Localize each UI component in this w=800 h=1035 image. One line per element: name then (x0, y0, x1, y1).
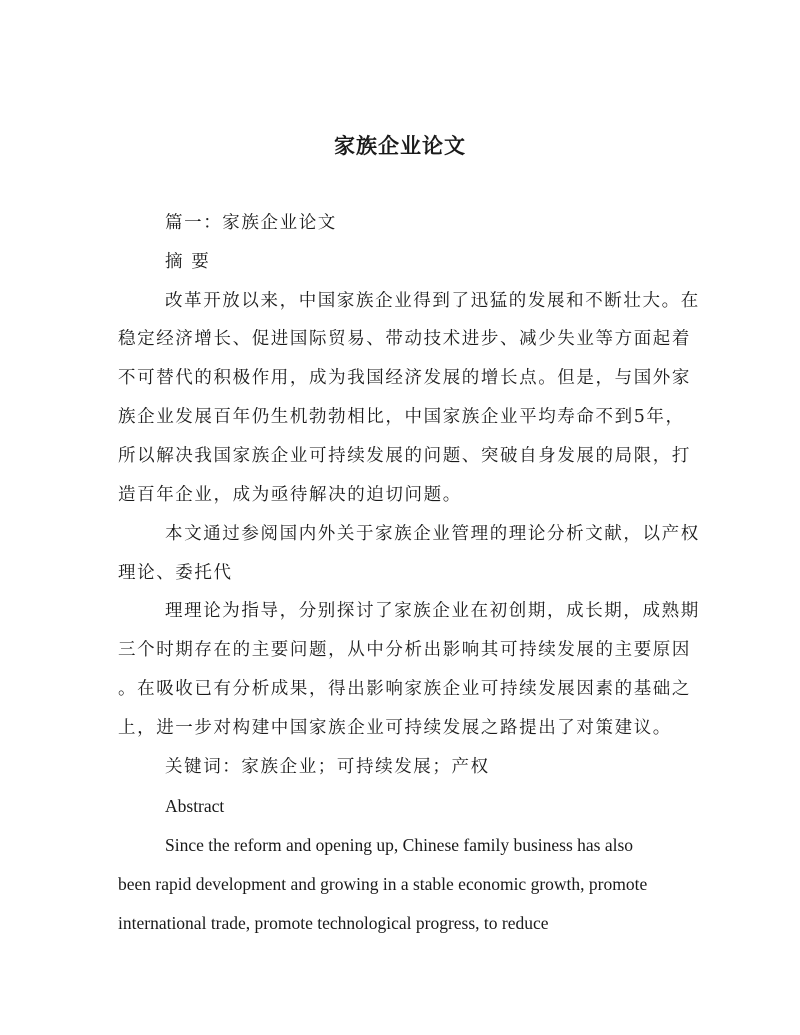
paragraph-line: 理论、委托代 (118, 563, 233, 583)
paragraph-line: 稳定经济增长、促进国际贸易、带动技术进步、减少失业等方面起着 (118, 329, 691, 349)
section-heading: 篇一：家族企业论文 (165, 213, 337, 233)
paragraph-line: 本文通过参阅国内外关于家族企业管理的理论分析文献，以产权 (165, 524, 700, 544)
paragraph-line: 上，进一步对构建中国家族企业可持续发展之路提出了对策建议。 (118, 718, 672, 738)
paragraph-line: 。在吸收已有分析成果，得出影响家族企业可持续发展因素的基础之 (118, 679, 691, 699)
paragraph-line: 三个时期存在的主要问题，从中分析出影响其可持续发展的主要原因 (118, 640, 691, 660)
paragraph-line: 理理论为指导，分别探讨了家族企业在初创期，成长期，成熟期 (165, 601, 700, 621)
paragraph-line: 造百年企业，成为亟待解决的迫切问题。 (118, 485, 462, 505)
paragraph-line: 族企业发展百年仍生机勃勃相比，中国家族企业平均寿命不到5年， (118, 407, 685, 427)
keywords-line: 关键词：家族企业；可持续发展；产权 (165, 757, 490, 777)
abstract-heading: 摘 要 (165, 252, 211, 272)
paragraph-line: 不可替代的积极作用，成为我国经济发展的增长点。但是，与国外家 (118, 368, 691, 388)
paragraph-line: 所以解决我国家族企业可持续发展的问题、突破自身发展的局限，打 (118, 446, 691, 466)
abstract-en-heading: Abstract (165, 796, 225, 816)
paragraph-line-en: Since the reform and opening up, Chinese family business has also (165, 835, 634, 855)
paragraph-line: 改革开放以来，中国家族企业得到了迅猛的发展和不断壮大。在 (165, 291, 700, 311)
paragraph-line-en: international trade, promote technological progress, to reduce (118, 913, 549, 933)
document-title: 家族企业论文 (334, 133, 466, 158)
paragraph-line-en: been rapid development and growing in a stable economic growth, promote (118, 874, 648, 894)
